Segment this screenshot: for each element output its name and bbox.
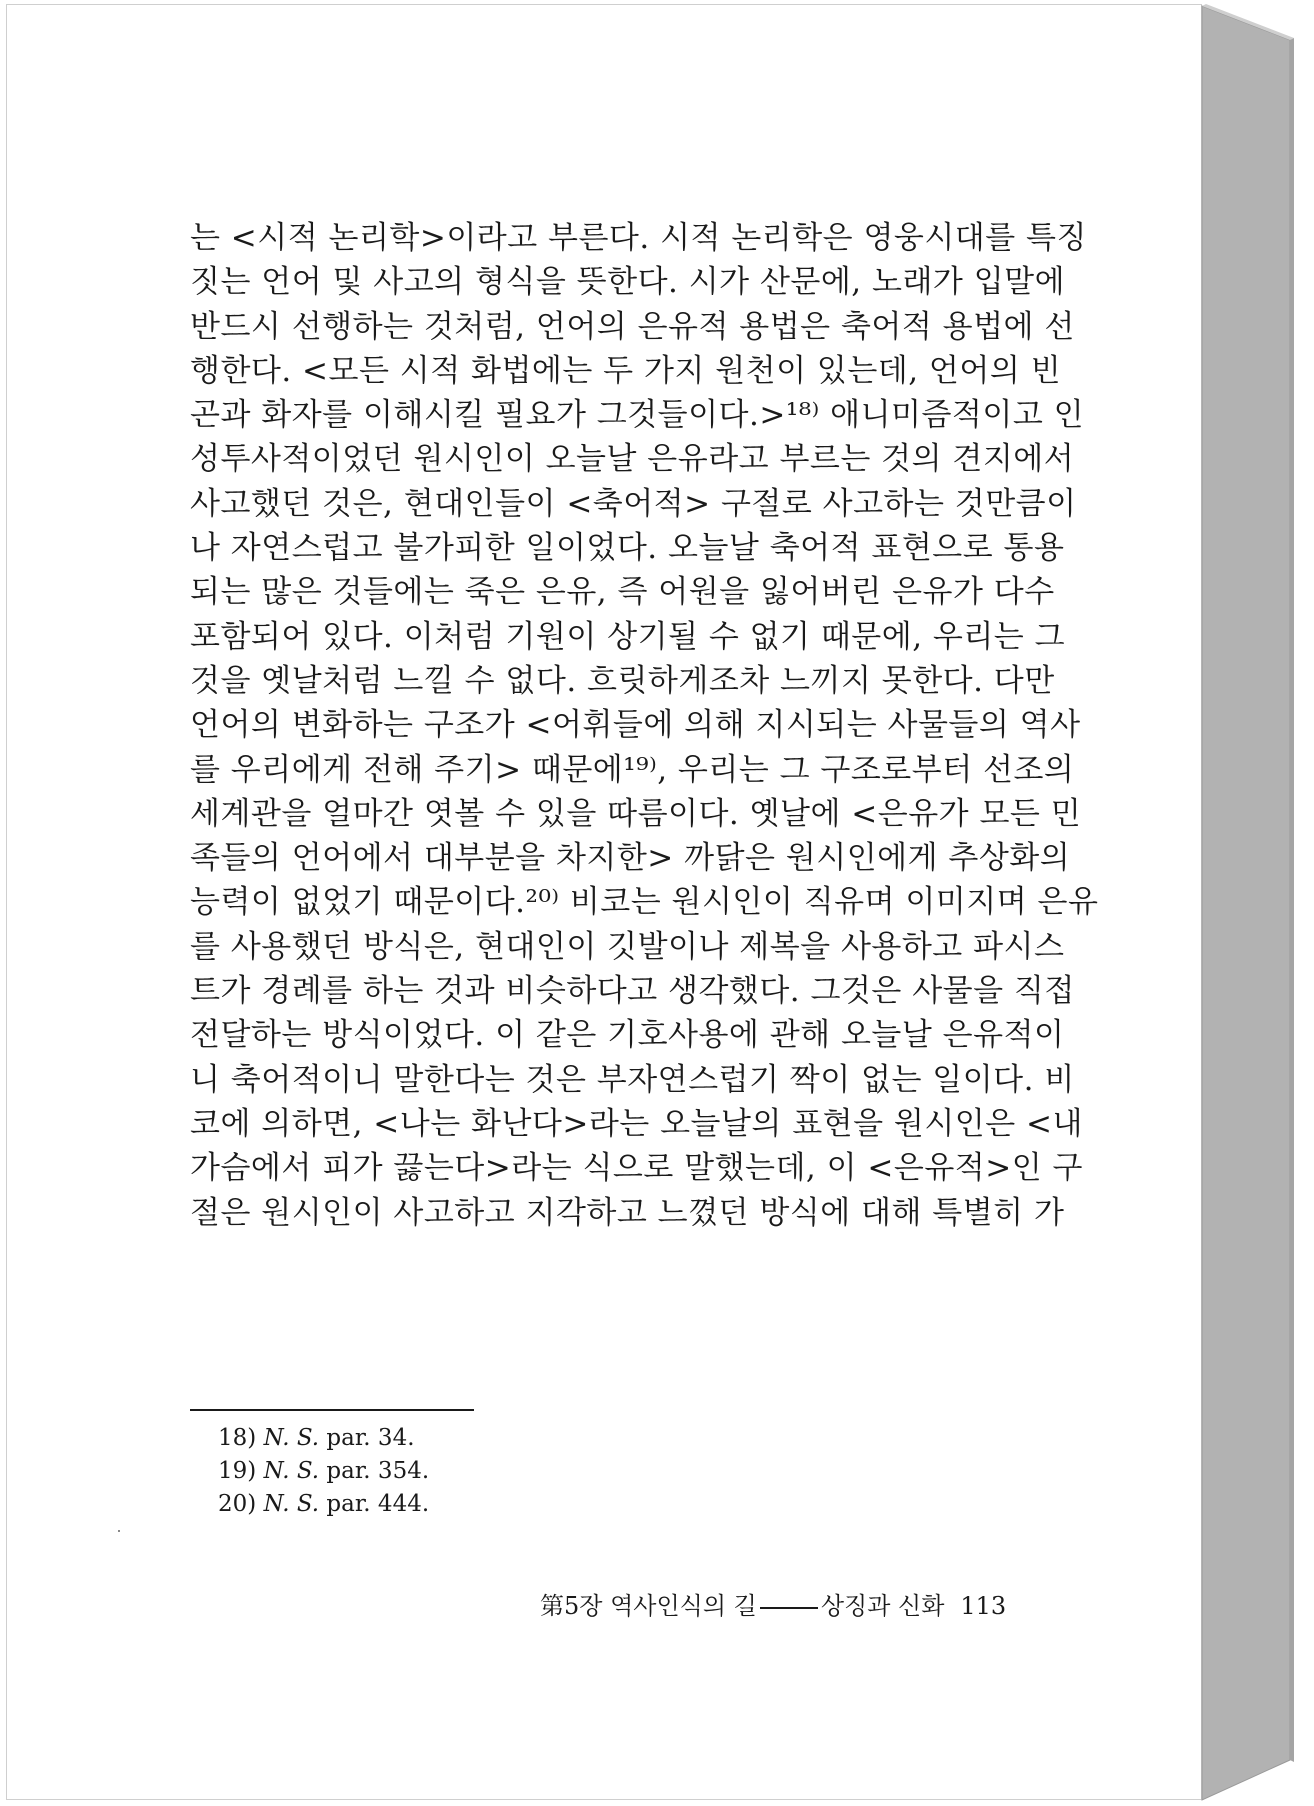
body-line: 를 사용했던 방식은, 현대인이 깃발이나 제복을 사용하고 파시스 [190,928,1065,965]
body-line: 코에 의하면, <나는 화난다>라는 오늘날의 표현을 원시인은 <내 [190,1105,1083,1142]
body-text [190,216,1099,1235]
footnote-source: N. S. [263,1491,320,1517]
body-line: 니 축어적이니 말한다는 것은 부자연스럽기 짝이 없는 일이다. 비 [190,1061,1075,1098]
body-line: 곤과 화자를 이해시킬 필요가 그것들이다.>¹⁸⁾ 애니미즘적이고 인 [190,397,1085,434]
body-line: 를 우리에게 전해 주기> 때문에¹⁹⁾, 우리는 그 구조로부터 선조의 [190,751,1075,788]
body-line: 행한다. <모든 시적 화법에는 두 가지 원천이 있는데, 언어의 빈 [190,352,1062,389]
body-line: 가슴에서 피가 끓는다>라는 식으로 말했는데, 이 <은유적>인 구 [190,1150,1083,1187]
body-line: 사고했던 것은, 현대인들이 <축어적> 구절로 사고하는 것만큼이 [190,485,1077,522]
body-line: 것을 옛날처럼 느낄 수 없다. 흐릿하게조차 느끼지 못한다. 다만 [190,662,1055,699]
body-line: 능력이 없었기 때문이다.²⁰⁾ 비코는 원시인이 직유며 이미지며 은유 [190,884,1099,921]
body-line: 포함되어 있다. 이처럼 기원이 상기될 수 없기 때문에, 우리는 그 [190,618,1066,655]
footnote-20 [218,1488,429,1521]
footnote-number: 18) [218,1425,257,1451]
footer-subtitle: 상징과 신화 [820,1592,945,1620]
body-line: 되는 많은 것들에는 죽은 은유, 즉 어원을 잃어버린 은유가 다수 [190,574,1055,611]
scan-speck [118,1530,120,1532]
body-line: 성투사적이었던 원시인이 오늘날 은유라고 부르는 것의 견지에서 [190,441,1075,478]
body-line: 세계관을 얼마간 엿볼 수 있을 따름이다. 옛날에 <은유가 모든 민 [190,795,1082,832]
footnote-number: 19) [218,1458,257,1484]
footnote-18 [218,1422,429,1455]
page-number: 113 [960,1592,1007,1620]
body-line: 언어의 변화하는 구조가 <어휘들에 의해 지시되는 사물들의 역사 [190,707,1081,744]
body-line: 짓는 언어 및 사고의 형식을 뜻한다. 시가 산문에, 노래가 입말에 [190,264,1066,301]
footnote-19 [218,1455,429,1488]
footnote-source: N. S. [263,1458,320,1484]
footnote-divider [190,1409,474,1411]
body-line: 는 <시적 논리학>이라고 부른다. 시적 논리학은 영웅시대를 특징 [190,220,1087,256]
footnotes [218,1422,429,1521]
footnote-locator: par. 354. [319,1458,430,1484]
footnote-number: 20) [218,1491,257,1517]
body-line: 족들의 언어에서 대부분을 차지한> 까닭은 원시인에게 추상화의 [190,840,1071,877]
body-line: 전달하는 방식이었다. 이 같은 기호사용에 관해 오늘날 은유적이 [190,1017,1065,1054]
footnote-source: N. S. [263,1425,320,1451]
footnote-locator: par. 444. [319,1491,430,1517]
body-line: 트가 경례를 하는 것과 비슷하다고 생각했다. 그것은 사물을 직접 [190,973,1075,1010]
body-line: 절은 원시인이 사고하고 지각하고 느꼈던 방식에 대해 특별히 가 [190,1194,1065,1231]
footer-chapter: 第5장 역사인식의 길 [540,1592,757,1620]
footnote-locator: par. 34. [319,1425,415,1451]
footer-dash [760,1607,818,1609]
body-line: 반드시 선행하는 것처럼, 언어의 은유적 용법은 축어적 용법에 선 [190,308,1075,345]
body-line: 나 자연스럽고 불가피한 일이었다. 오늘날 축어적 표현으로 통용 [190,530,1065,567]
running-footer [540,1586,1014,1621]
